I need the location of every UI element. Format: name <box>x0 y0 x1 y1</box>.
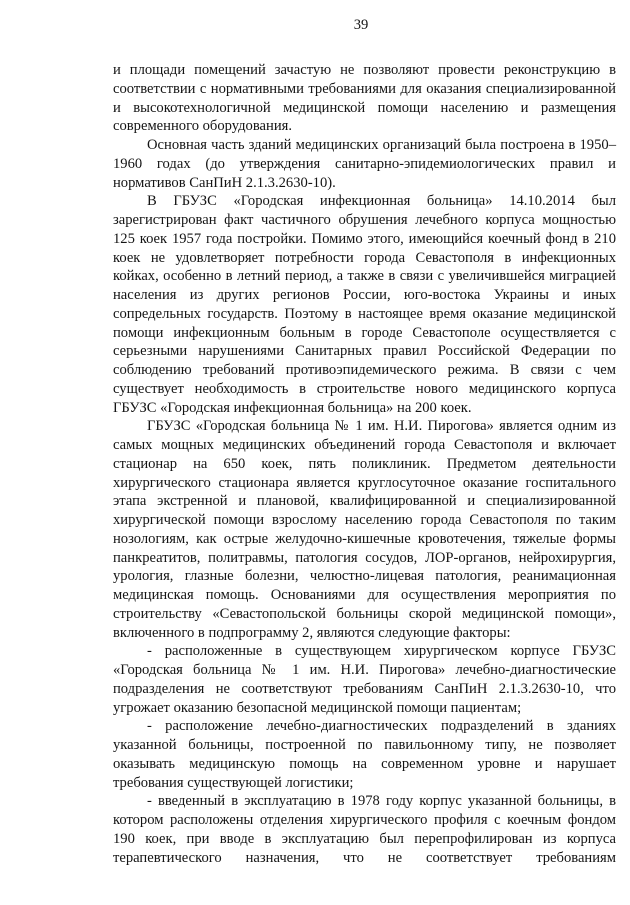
body-text <box>113 61 616 867</box>
paragraph-continuation: и площади помещений зачастую не позволяют провести реконструкцию в соответствии с нормативными требованиями для оказания специализированной и высокотехнологичной медицинской помощи населению и размещения современного оборудования. <box>113 62 616 135</box>
paragraph-infectious-hospital: В ГБУЗС «Городская инфекционная больница» 14.10.2014 был зарегистрирован факт частичного обрушения лечебного корпуса мощностью 125 коек 1957 года постройки. Помимо этого, имеющийся коечный фонд в 210 коек не удовлетворяет потребности города Севастополя в инфекционных койках, особенно в летний период, а также в связи с увеличившейся миграцией населения из других регионов России, юго-востока Украины и иных сопредельных государств. Поэтому в настоящее время оказание медицинской помощи инфекционным больным в городе Севастополе осуществляется с серьезными нарушениями Санитарных правил Российской Федерации по соблюдению требований противоэпидемического режима. В связи с чем существует необходимость в строительстве нового медицинского корпуса ГБУЗС «Городская инфекционная больница» на 200 коек. <box>113 193 616 416</box>
paragraph-pirogov-hospital: ГБУЗС «Городская больница № 1 им. Н.И. Пирогова» является одним из самых мощных медицинских объединений города Севастополя и включает стационар на 650 коек, пять поликлиник. Предметом деятельности хирургического стационара является круглосуточное оказание госпитального этапа экстренной и плановой, квалифицированной и специализированной хирургической помощи взрослому населению города Севастополя по таким нозологиям, как острые желудочно-кишечные кровотечения, тяжелые формы панкреатитов, политравмы, патология сосудов, ЛОР-органов, нейрохирургия, урология, глазные болезни, челюстно-лицевая патология, реанимационная медицинская помощь. Основаниями для осуществления мероприятия по строительству «Севастопольской больницы скорой медицинской помощи», включенного в подпрограмму 2, являются следующие факторы: <box>113 418 616 641</box>
list-item-1978-building: - введенный в эксплуатацию в 1978 году корпус указанной больницы, в котором расположены отделения хирургического профиля с коечным фондом 190 коек, при вводе в эксплуатацию был перепрофилирован из корпуса терапевтического назначения, что не соответствует требованиям <box>113 793 616 866</box>
list-item-pavilion-layout: - расположение лечебно-диагностических подразделений в зданиях указанной больницы, построенной по павильонному типу, не позволяет оказывать медицинскую помощь на современном уровне и нарушает требования существующей логистики; <box>113 718 616 791</box>
list-item-surgical-building: - расположенные в существующем хирургическом корпусе ГБУЗС «Городская больница № 1 им. Н.И. Пирогова» лечебно-диагностические подразделения не соответствуют требованиям СанПиН 2.1.3.2630-10, что угрожает оказанию безопасной медицинской помощи пациентам; <box>113 643 616 716</box>
page-number: 39 <box>353 17 369 33</box>
paragraph-building-age: Основная часть зданий медицинских организаций была построена в 1950–1960 годах (до утверждения санитарно-эпидемиологических правил и нормативов СанПиН 2.1.3.2630-10). <box>113 137 616 191</box>
